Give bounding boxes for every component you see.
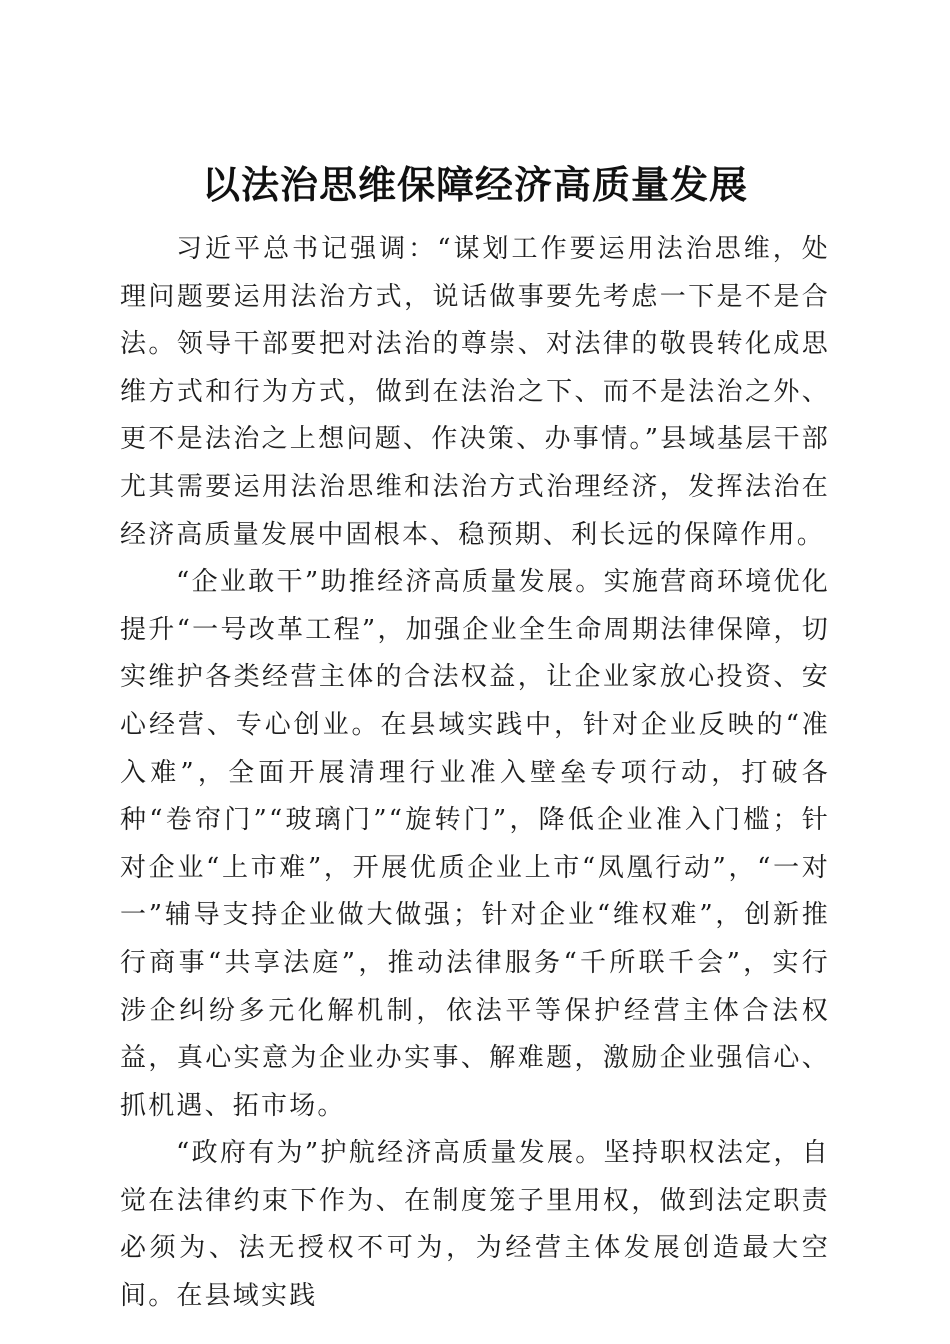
paragraph-intro: 习近平总书记强调：“谋划工作要运用法治思维，处理问题要运用法治方式，说话做事要先考虑一下是不是合法。领导干部要把对法治的尊崇、对法律的敬畏转化成思维方式和行为方式，做到在法治之下、而不是法治之外、更不是法治之上想问题、作决策、办事情。”县域基层干部尤其需要运用法治思维和法治方式治理经济，发挥法治在经济高质量发展中固根本、稳预期、利长远的保障作用。 — [120, 234, 830, 550]
paragraph-enterprise: “企业敢干”助推经济高质量发展。实施营商环境优化提升“一号改革工程”，加强企业全生命周期法律保障，切实维护各类经营主体的合法权益，让企业家放心投资、安心经营、专心创业。在县域实践中，针对企业反映的“准入难”，全面开展清理行业准入壁垒专项行动，打破各种“卷帘门”“玻璃门”“旋转门”，降低企业准入门槛；针对企业“上市难”，开展优质企业上市“凤凰行动”，“一对一”辅导支持企业做大做强；针对企业“维权难”，创新推行商事“共享法庭”，推动法律服务“千所联千会”，实行涉企纠纷多元化解机制，依法平等保护经营主体合法权益，真心实意为企业办实事、解难题，激励企业强信心、抓机遇、拓市场。 — [120, 567, 830, 1121]
document-title: 以法治思维保障经济高质量发展 — [201, 162, 748, 208]
paragraph-government: “政府有为”护航经济高质量发展。坚持职权法定，自觉在法律约束下作为、在制度笼子里用权，做到法定职责必须为、法无授权不可为，为经营主体发展创造最大空间。在县域实践 — [120, 1138, 830, 1312]
document-body — [120, 226, 830, 1321]
